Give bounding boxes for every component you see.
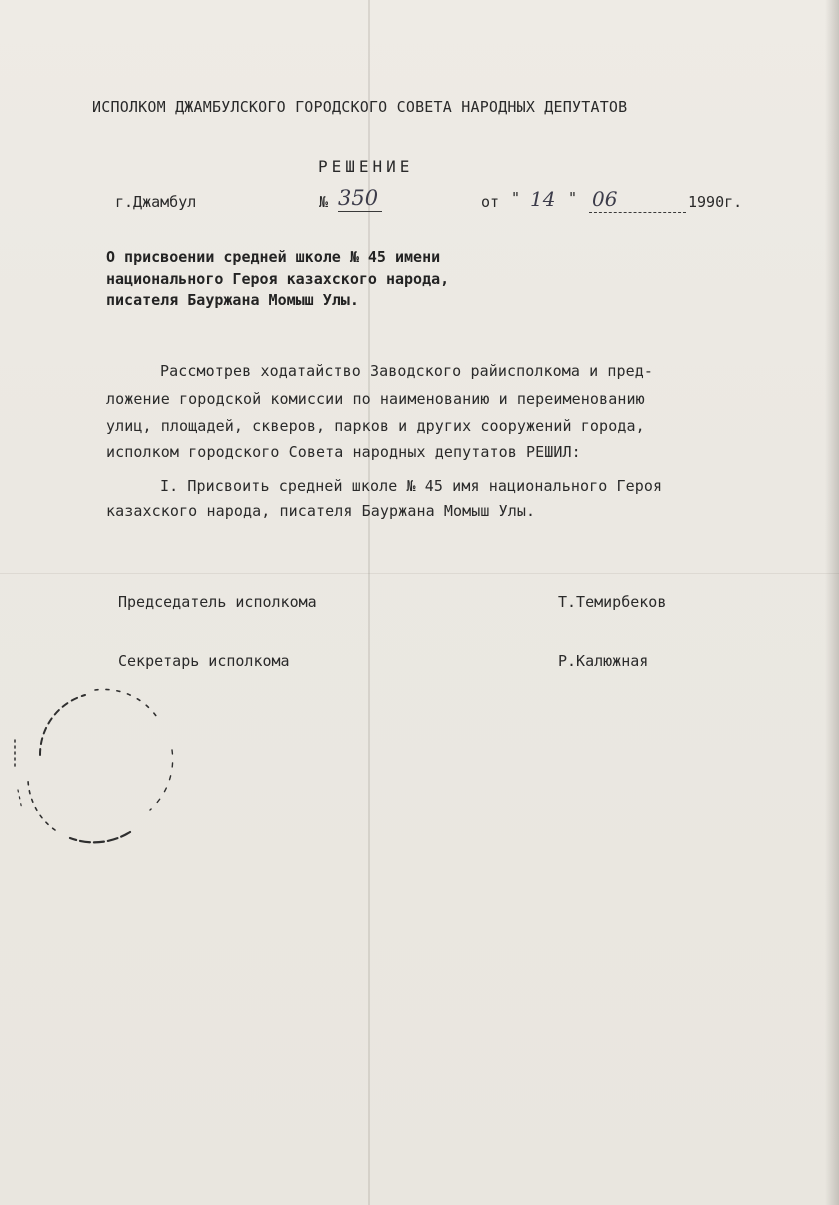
body-line: исполком городского Совета народных депутатов РЕШИЛ: [106, 443, 581, 461]
city-name: г.Джамбул [115, 193, 197, 211]
date-year: 1990г. [688, 193, 743, 211]
date-underline [589, 212, 686, 213]
faded-seal-stamp [0, 660, 200, 860]
date-label: от [481, 193, 500, 211]
document-header: ИСПОЛКОМ ДЖАМБУЛСКОГО ГОРОДСКОГО СОВЕТА НАРОДНЫХ ДЕПУТАТОВ [92, 98, 628, 116]
subject-line: писателя Бауржана Момыш Улы. [106, 291, 359, 309]
signature-name-secretary: Р.Калюжная [558, 652, 649, 670]
resolution-item: I. Присвоить средней школе № 45 имя национального Героя [160, 477, 663, 495]
body-line: Рассмотрев ходатайство Заводского райисполкома и пред- [160, 362, 654, 380]
body-line: улиц, площадей, скверов, парков и других сооружений города, [106, 417, 645, 435]
signature-role-secretary: Секретарь исполкома [118, 652, 290, 670]
date-day: 14 [530, 187, 556, 211]
date-month: 06 [592, 187, 618, 211]
resolution-item-continued: казахского народа, писателя Бауржана Момыш Улы. [106, 502, 536, 520]
document-title: РЕШЕНИЕ [318, 157, 414, 176]
subject-line: национального Героя казахского народа, [106, 270, 450, 288]
paper-fold-horizontal [0, 573, 839, 574]
number-label: № [319, 193, 329, 211]
paper-edge-shadow [825, 0, 839, 1205]
date-quote-close: " [568, 189, 578, 207]
paper-fold-vertical [368, 0, 370, 1205]
decision-number: 350 [338, 186, 382, 212]
body-line: ложение городской комиссии по наименованию и переименованию [106, 390, 645, 408]
signature-name-chairman: Т.Темирбеков [558, 593, 667, 611]
signature-role-chairman: Председатель исполкома [118, 593, 317, 611]
subject-line: О присвоении средней школе № 45 имени [106, 248, 441, 266]
date-quote-open: " [511, 189, 521, 207]
